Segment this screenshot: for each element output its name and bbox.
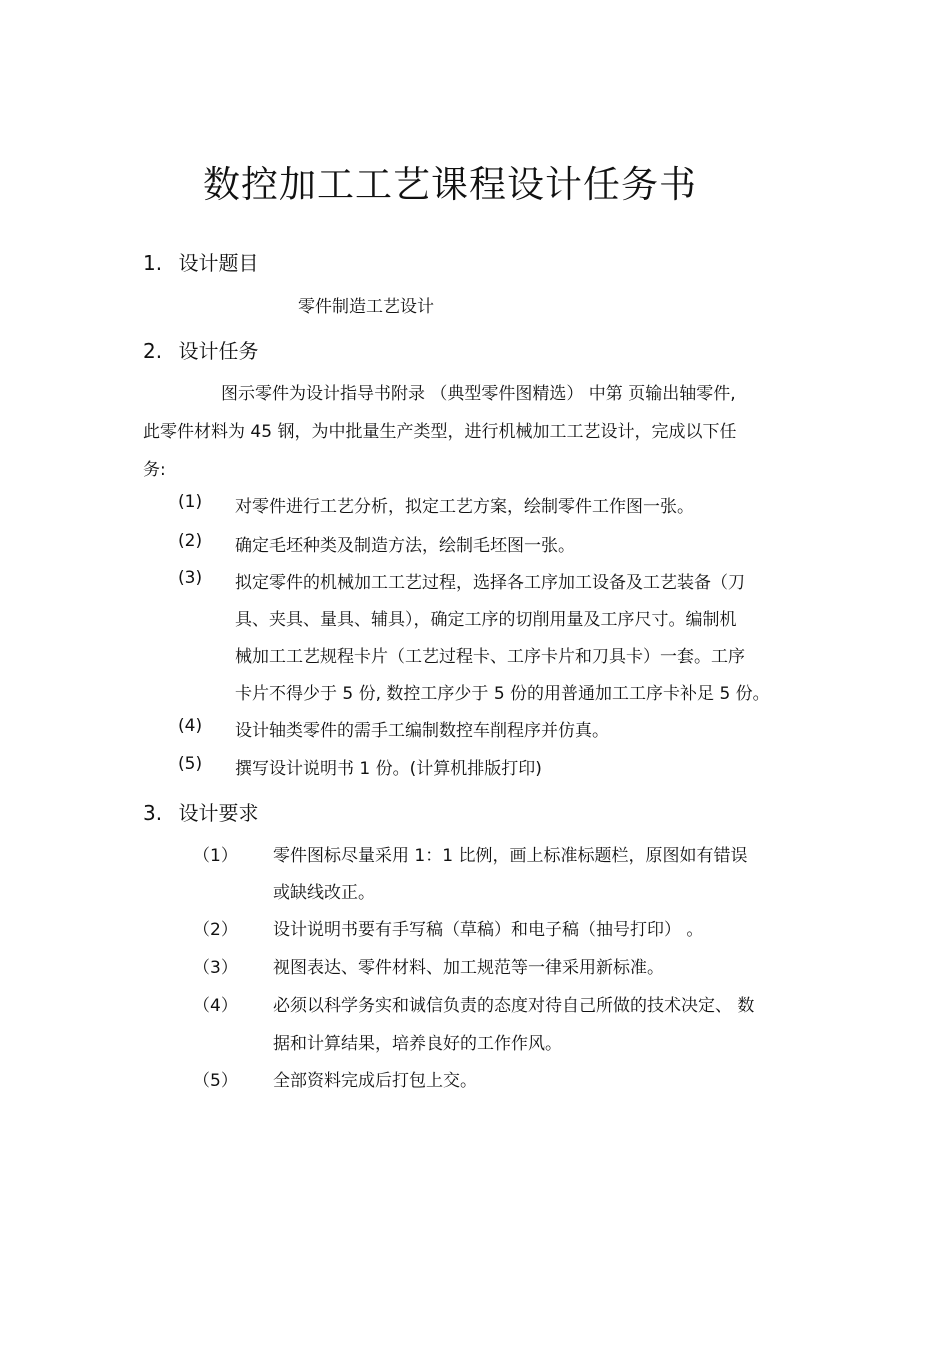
section-2-number: 2. — [143, 339, 163, 363]
task-item-number: (2) — [178, 531, 203, 551]
requirement-number: （3） — [193, 958, 238, 978]
task-intro-line: 此零件材料为 45 钢，为中批量生产类型，进行机械加工工艺设计，完成以下任 — [143, 422, 737, 442]
task-item-number: (4) — [178, 716, 203, 736]
requirement-text: 设计说明书要有手写稿（草稿）和电子稿（抽号打印） 。 — [273, 920, 704, 940]
task-intro-line: 务: — [143, 460, 166, 480]
requirement-number: （1） — [193, 846, 238, 866]
task-item-text: 对零件进行工艺分析，拟定工艺方案，绘制零件工作图一张。 — [235, 497, 694, 517]
section-1-number: 1. — [143, 251, 163, 275]
section-1-title: 设计题目 — [178, 251, 259, 275]
requirement-text: 视图表达、零件材料、加工规范等一律采用新标准。 — [273, 958, 664, 978]
requirement-text: 或缺线改正。 — [273, 883, 375, 903]
requirement-number: （4） — [193, 996, 238, 1016]
section-2-heading — [143, 335, 258, 364]
task-item-number: (3) — [178, 568, 203, 588]
section-3-heading — [143, 797, 258, 826]
section-1-heading — [143, 247, 258, 276]
requirement-text: 全部资料完成后打包上交。 — [273, 1071, 477, 1091]
task-item-text: 撰写设计说明书 1 份。(计算机排版打印) — [235, 759, 542, 779]
page-title: 数控加工工艺课程设计任务书 — [203, 163, 697, 206]
section-2-title: 设计任务 — [178, 339, 259, 363]
section-3-title: 设计要求 — [178, 801, 259, 825]
requirement-text: 必须以科学务实和诚信负责的态度对待自己所做的技术决定、 数 — [273, 996, 755, 1016]
task-item-text: 卡片不得少于 5 份, 数控工序少于 5 份的用普通加工工序卡补足 5 份。 — [235, 684, 770, 704]
requirement-number: （2） — [193, 920, 238, 940]
task-item-text: 械加工工艺规程卡片（工艺过程卡、工序卡片和刀具卡）一套。工序 — [235, 647, 745, 667]
requirement-number: （5） — [193, 1071, 238, 1091]
task-item-number: (1) — [178, 492, 203, 512]
design-topic: 零件制造工艺设计 — [298, 297, 434, 317]
section-3-number: 3. — [143, 801, 163, 825]
requirement-text: 据和计算结果，培养良好的工作作风。 — [273, 1034, 562, 1054]
task-item-text: 拟定零件的机械加工工艺过程，选择各工序加工设备及工艺装备（刀 — [235, 573, 745, 593]
task-item-text: 确定毛坯种类及制造方法，绘制毛坯图一张。 — [235, 536, 575, 556]
requirement-text: 零件图标尽量采用 1：1 比例，画上标准标题栏，原图如有错误 — [273, 846, 748, 866]
task-item-number: (5) — [178, 754, 203, 774]
task-intro-line: 图示零件为设计指导书附录 （典型零件图精选） 中第 页输出轴零件, — [221, 384, 736, 404]
task-item-text: 设计轴类零件的需手工编制数控车削程序并仿真。 — [235, 721, 609, 741]
task-item-text: 具、夹具、量具、辅具），确定工序的切削用量及工序尺寸。编制机 — [235, 610, 737, 630]
